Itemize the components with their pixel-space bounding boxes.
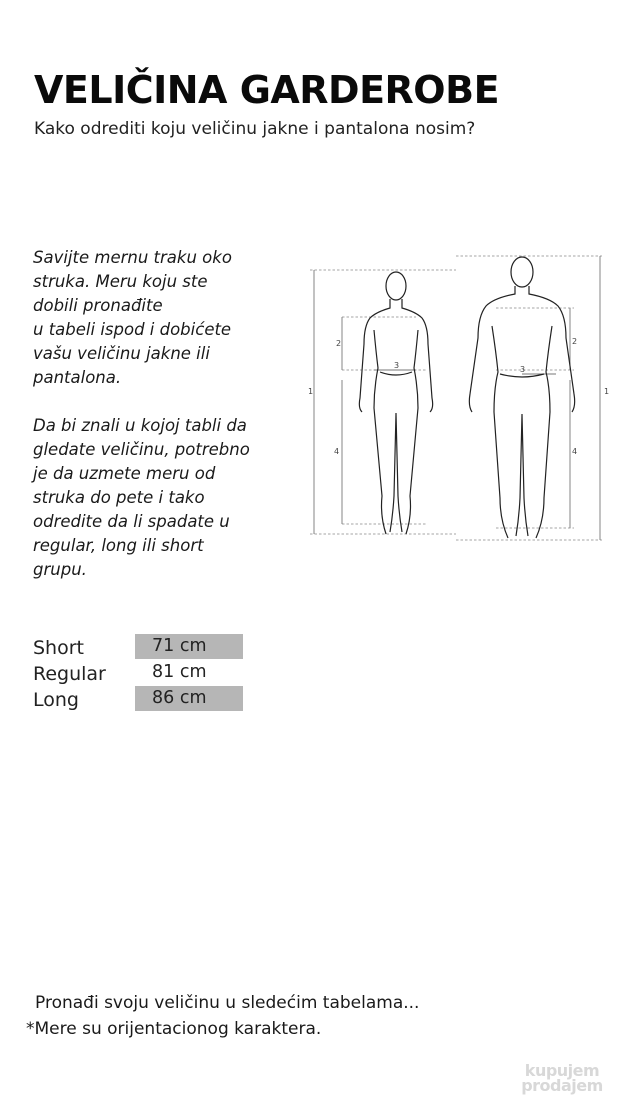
size-label: Long [33, 689, 79, 711]
dimension-lines [314, 256, 600, 540]
size-row-short [33, 634, 253, 660]
size-row-long [33, 686, 253, 712]
female-marker-1: 1 [308, 387, 314, 396]
watermark-line-2: prodajem [521, 1076, 603, 1095]
footer-line-2: *Mere su orijentacionog karaktera. [26, 1019, 322, 1039]
watermark-line-1: kupujem [524, 1061, 600, 1080]
footer-line-1: Pronađi svoju veličinu u sledećim tabelama... [35, 993, 420, 1013]
page-subtitle: Kako odrediti koju veličinu jakne i pantalona nosim? [34, 119, 476, 139]
body-measurement-diagram [296, 248, 618, 548]
marker-labels [308, 337, 609, 456]
male-marker-1: 1 [604, 387, 610, 396]
watermark-logo [514, 1063, 610, 1093]
footer-note [26, 990, 606, 1042]
size-value: 71 cm [135, 634, 243, 659]
female-marker-3: 3 [394, 361, 400, 370]
female-marker-2: 2 [336, 339, 342, 348]
guide-lines [310, 256, 602, 540]
size-label: Regular [33, 663, 106, 685]
size-value: 86 cm [135, 686, 243, 711]
size-value: 81 cm [152, 662, 207, 682]
female-marker-4: 4 [334, 447, 340, 456]
instructions-paragraph-2: Da bi znali u kojoj tabli da gledate veličinu, potrebno je da uzmete meru od struka do pete i tako odredite da li spadate u regular, long ili short grupu. [33, 416, 250, 579]
page-title: VELIČINA GARDEROBE [34, 68, 500, 112]
size-row-regular [33, 660, 253, 686]
female-figure [359, 272, 432, 534]
male-marker-3: 3 [520, 365, 526, 374]
size-table [33, 634, 253, 712]
size-label: Short [33, 637, 84, 659]
instructions-paragraph-1: Savijte mernu traku oko struka. Meru koju ste dobili pronađite u tabeli ispod i dobićete vašu veličinu jakne ili pantalona. [33, 248, 232, 387]
male-marker-2: 2 [572, 337, 578, 346]
male-marker-4: 4 [572, 447, 578, 456]
male-figure [469, 257, 574, 538]
instructions-text [33, 246, 303, 606]
